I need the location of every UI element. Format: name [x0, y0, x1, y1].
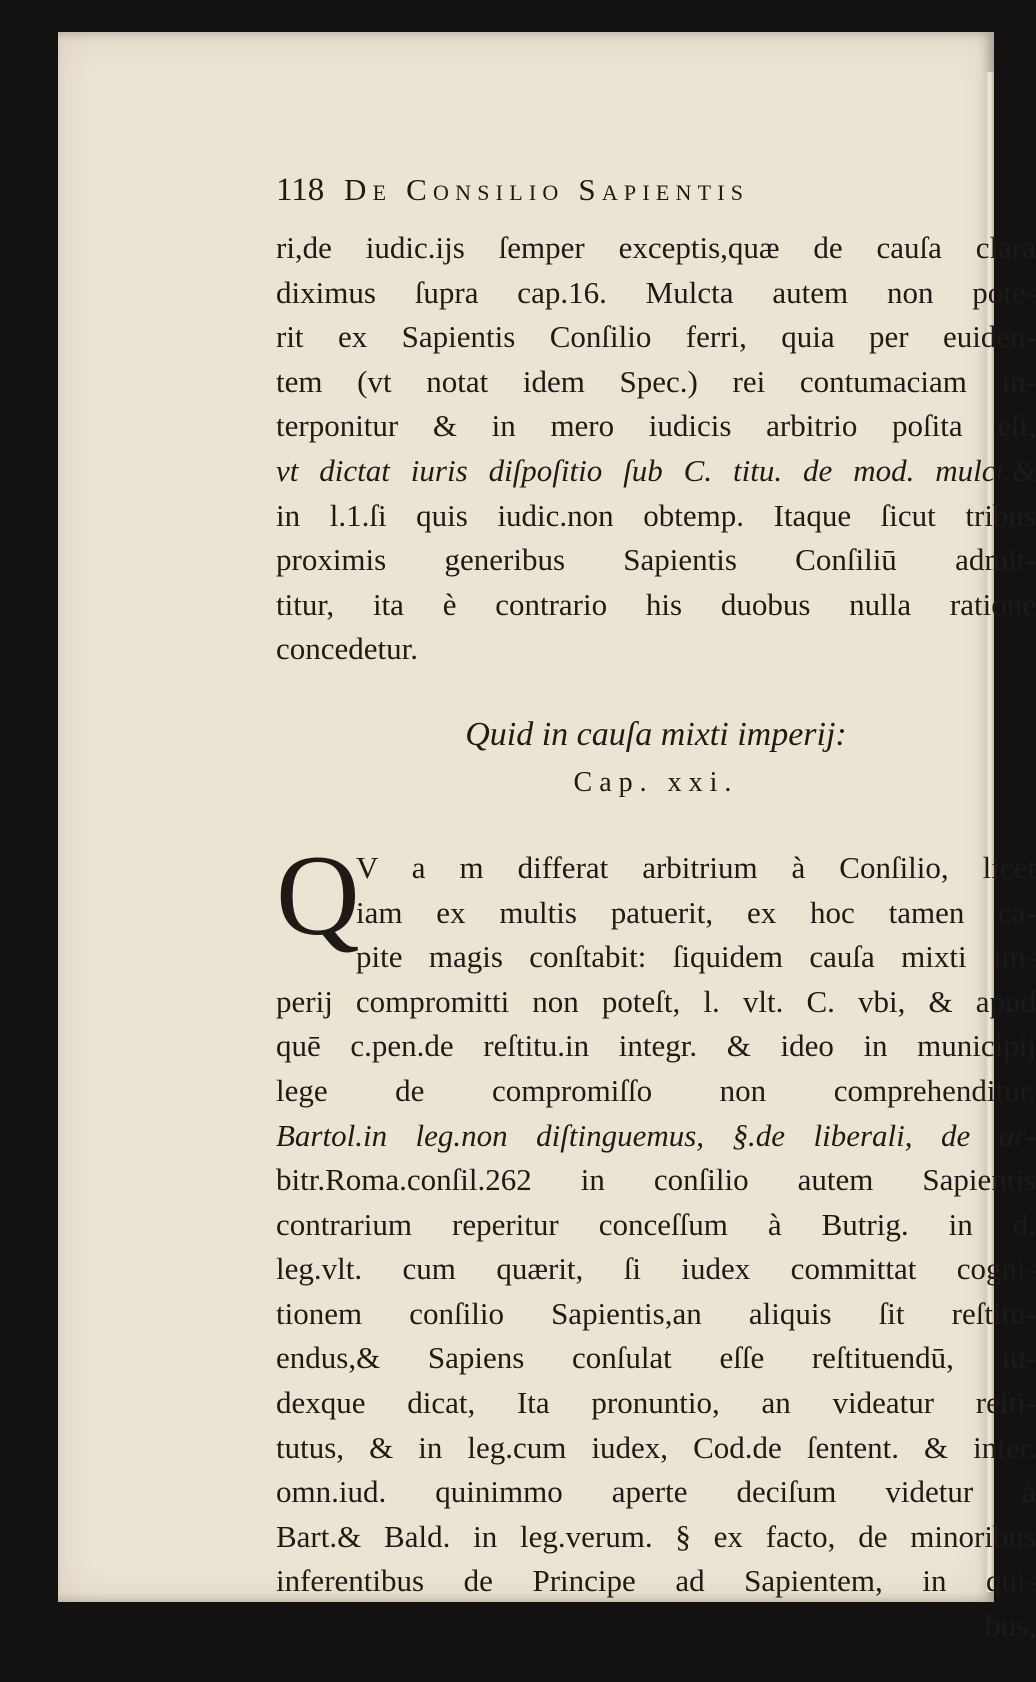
text-line: tutus, & in leg.cum iudex, Cod.de ſentent. & inter. — [276, 1429, 1036, 1465]
text-line: ri,de iudic.ijs ſemper exceptis,quæ de cauſa clara — [276, 230, 1036, 265]
page-header — [276, 172, 1036, 224]
text-line: lege de compromiſſo non comprehenditur. — [276, 1072, 1036, 1108]
text-line: contrarium reperitur conceſſum à Butrig. in d. — [276, 1206, 1036, 1242]
text-line: diximus ſupra cap.16. Mulcta autem non pote- — [276, 274, 1036, 310]
text-line: bitr.Roma.conſil.262 in conſilio autem Sapientis — [276, 1162, 1036, 1198]
text-line: vt dictat iuris diſpoſitio ſub C. titu. de mod. mulct.& — [276, 452, 1036, 488]
text-line: perij compromitti non poteſt, l. vlt. C. vbi, & apud — [276, 983, 1036, 1019]
book-page — [58, 32, 1036, 1644]
text-line: pite magis conſtabit: ſiquidem cauſa mixti im- — [356, 939, 1036, 975]
text-line: iam ex multis patuerit, ex hoc tamen ca- — [356, 894, 1036, 930]
text-line: terponitur & in mero iudicis arbitrio poſita eſt, — [276, 408, 1036, 444]
chapter-heading: Quid in cauſa mixti imperij: — [465, 715, 847, 753]
page-number: 118 — [276, 172, 325, 208]
text-line: tem (vt notat idem Spec.) rei contumaciam in- — [276, 363, 1036, 399]
text-line: Bart.& Bald. in leg.verum. § ex facto, de minoribus — [276, 1518, 1036, 1554]
catchword: bus, — [985, 1608, 1036, 1644]
text-line: dexque dicat, Ita pronuntio, an videatur reſti- — [276, 1385, 1036, 1421]
text-line: rit ex Sapientis Conſilio ferri, quia per euiden- — [276, 319, 1036, 355]
text-line: leg.vlt. cum quærit, ſi iudex committat cogni- — [276, 1251, 1036, 1287]
text-line: titur, ita è contrario his duobus nulla ratione — [276, 586, 1036, 622]
text-line: V a m differat arbitrium à Conſilio, licet — [356, 849, 1036, 885]
text-line: omn.iud. quinimmo aperte deciſum videtur à — [276, 1474, 1036, 1510]
text-line: tionem conſilio Sapientis,an aliquis ſit reſtitu- — [276, 1295, 1036, 1331]
text-line: in l.1.ſi quis iudic.non obtemp. Itaque ſicut tribus — [276, 497, 1036, 533]
text-line: Bartol.in leg.non diſtinguemus, §.de liberali, de ar- — [276, 1117, 1036, 1153]
paragraph-1 — [276, 226, 1036, 672]
text-line: endus,& Sapiens conſulat eſſe reſtituendū, iu- — [276, 1340, 1036, 1376]
chapter-number: Cap. xxi. — [573, 766, 739, 798]
drop-cap: Q — [276, 831, 360, 960]
running-title: De Consilio Sapientis — [344, 172, 750, 207]
text-line: concedetur. — [276, 631, 419, 667]
text-line: quē c.pen.de reſtitu.in integr. & ideo in municipij — [276, 1028, 1036, 1064]
paragraph-2 — [276, 831, 1036, 1649]
text-line: proximis generibus Sapientis Conſiliū admit- — [276, 542, 1036, 578]
text-line: inferentibus de Principe ad Sapientem, in qui- — [276, 1563, 1036, 1599]
text-block — [276, 172, 1036, 1649]
